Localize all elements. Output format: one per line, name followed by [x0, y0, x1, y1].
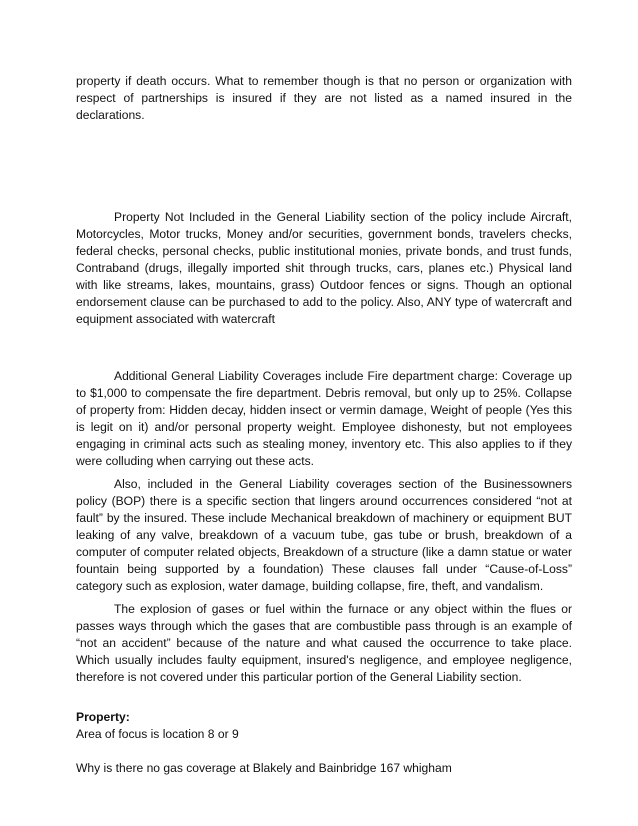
spacer — [76, 124, 572, 209]
paragraph-bop-not-at-fault: Also, included in the General Liability coverages section of the Businessowners policy (BOP) there is a specific section that lingers around occurrences considered “not at fault” by the insured. These include Mechanical breakdown of machinery or equipment BUT leaking of any valve, breakdown of a vacuum tube, gas tube or brush, breakdown of a computer of computer related objects, Breakdown of a structure (like a damn statue or water fountain being supported by a foundation) These clauses fall under “Cause-of-Loss” category such as explosion, water damage, building collapse, fire, theft, and vandalism. — [76, 477, 572, 593]
document-page — [76, 73, 572, 777]
spacer — [76, 686, 572, 709]
spacer — [76, 743, 572, 760]
spacer — [76, 328, 572, 368]
note-area-of-focus: Area of focus is location 8 or 9 — [76, 727, 239, 741]
paragraph-explosion: The explosion of gases or fuel within the furnace or any object within the flues or passes ways through which the gases that are combustible pass through is an example of “not an accident” because of the nature and what caused the occurrence to take place. Which usually includes faulty equipment, insured's negligence, and employee negligence, therefore is not covered under this particular portion of the General Liability section. — [76, 602, 572, 684]
note-gas-coverage-question: Why is there no gas coverage at Blakely and Bainbridge 167 whigham — [76, 761, 452, 775]
paragraph-death-coverage: property if death occurs. What to remember though is that no person or organization with respect of partnerships is insured if they are not listed as a named insured in the declarations. — [76, 74, 572, 122]
paragraph-additional-coverages: Additional General Liability Coverages include Fire department charge: Coverage up to $1,000 to compensate the fire department. Debris removal, but only up to 25%. Collapse of property from: Hidden decay, hidden insect or vermin damage, Weight of people (Yes this is legit on it) and/or personal property weight. Employee dishonesty, but not employees engaging in criminal acts such as stealing money, inventory etc. This also applies to if they were colluding when carrying out these acts. — [76, 369, 572, 468]
section-heading-property: Property: — [76, 710, 130, 724]
paragraph-property-not-included: Property Not Included in the General Liability section of the policy include Aircraft, Motorcycles, Motor trucks, Money and/or securities, government bonds, travelers checks, federal checks, personal checks, public institutional monies, private bonds, and trust funds, Contraband (drugs, illegally imported shit through trucks, cars, planes etc.) Physical land with like streams, lakes, mountains, grass) Outdoor fences or signs. Though an optional endorsement clause can be purchased to add to the policy. Also, ANY type of watercraft and equipment associated with watercraft — [76, 210, 572, 326]
